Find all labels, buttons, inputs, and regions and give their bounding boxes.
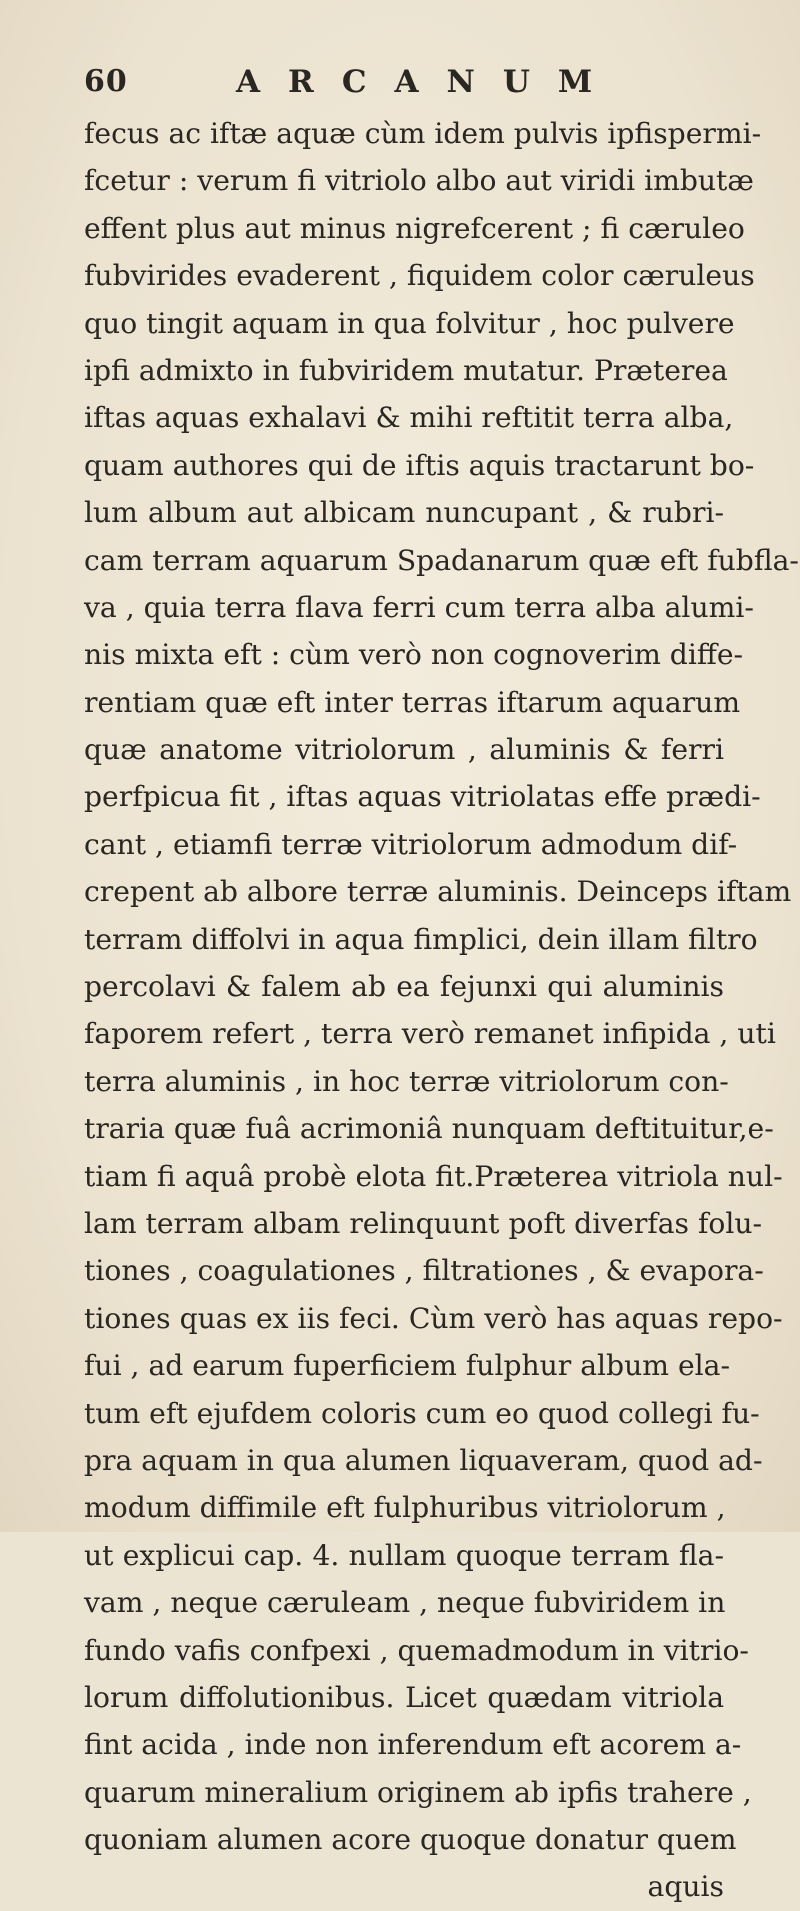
text-line: cant , etiamfi terræ vitriolorum admodum dif- — [84, 827, 738, 861]
text-line: effent plus aut minus nigrefcerent ; fi cæruleo — [84, 211, 745, 245]
text-line: fubvirides evaderent , fiquidem color cæruleus — [84, 259, 755, 293]
text-line: tiam fi aquâ probè elota fit.Præterea vitriola nul- — [84, 1159, 783, 1193]
text-line: nis mixta eft : cùm verò non cognoverim diffe- — [84, 638, 744, 672]
text-line: terra aluminis , in hoc terræ vitriolorum con- — [84, 1064, 729, 1098]
text-line: quæ anatome vitriolorum , aluminis & ferri — [84, 733, 724, 767]
text-line: quarum mineralium originem ab ipfis trahere , — [84, 1775, 752, 1809]
text-line: lam terram albam relinquunt poft diverfas folu- — [84, 1206, 763, 1240]
text-line: quam authores qui de iftis aquis tractarunt bo- — [84, 448, 755, 482]
text-line: rentiam quæ eft inter terras iftarum aquarum — [84, 685, 741, 719]
text-line: ut explicui cap. 4. nullam quoque terram fla- — [84, 1538, 724, 1572]
text-line: traria quæ fuâ acrimoniâ nunquam deftituitur,e- — [84, 1112, 774, 1146]
text-line: fecus ac iftæ aquæ cùm idem pulvis ipfispermi- — [84, 117, 762, 150]
text-line: modum diffimile eft fulphuribus vitriolorum , — [84, 1491, 726, 1525]
text-line: terram diffolvi in aqua fimplici, dein illam filtro — [84, 922, 758, 956]
text-line: faporem refert , terra verò remanet infipida , uti — [84, 1017, 776, 1051]
text-line: cam terram aquarum Spadanarum quæ eft fubfla- — [84, 543, 799, 577]
text-line: va , quia terra flava ferri cum terra alba alumi- — [84, 590, 754, 624]
text-line: fint acida , inde non inferendum eft acorem a- — [84, 1728, 742, 1762]
text-line: lorum diffolutionibus. Licet quædam vitriola — [84, 1680, 724, 1714]
text-line: fcetur : verum fi vitriolo albo aut viridi imbutæ — [84, 164, 754, 198]
text-line: quoniam alumen acore quoque donatur quem — [84, 1823, 737, 1857]
text-line: ipfi admixto in fubviridem mutatur. Præterea — [84, 353, 728, 387]
text-line: tiones quas ex iis feci. Cùm verò has aquas repo- — [84, 1301, 783, 1335]
text-line: lum album aut albicam nuncupant , & rubri- — [84, 496, 724, 530]
text-line: fundo vafis confpexi , quemadmodum in vitrio- — [84, 1633, 749, 1667]
running-head: ARCANUM — [236, 64, 621, 100]
text-line: tum eft ejufdem coloris cum eo quod collegi fu- — [84, 1396, 760, 1430]
page-header — [84, 64, 684, 104]
body-text — [84, 110, 799, 1911]
catchword: aquis — [647, 1870, 724, 1904]
text-line: perfpicua fit , iftas aquas vitriolatas effe prædi- — [84, 780, 761, 814]
page-number: 60 — [84, 64, 128, 99]
text-line: quo tingit aquam in qua folvitur , hoc pulvere — [84, 306, 735, 340]
text-line: tiones , coagulationes , filtrationes , & evapora- — [84, 1254, 764, 1288]
text-line: pra aquam in qua alumen liquaveram, quod ad- — [84, 1443, 763, 1477]
text-line: crepent ab albore terræ aluminis. Deinceps iftam — [84, 875, 792, 909]
text-line: iftas aquas exhalavi & mihi reftitit terra alba, — [84, 401, 734, 435]
text-line: percolavi & falem ab ea fejunxi qui aluminis — [84, 970, 724, 1004]
text-line: vam , neque cæruleam , neque fubviridem in — [84, 1586, 726, 1620]
text-line: fui , ad earum fuperficiem fulphur album ela- — [84, 1349, 730, 1383]
